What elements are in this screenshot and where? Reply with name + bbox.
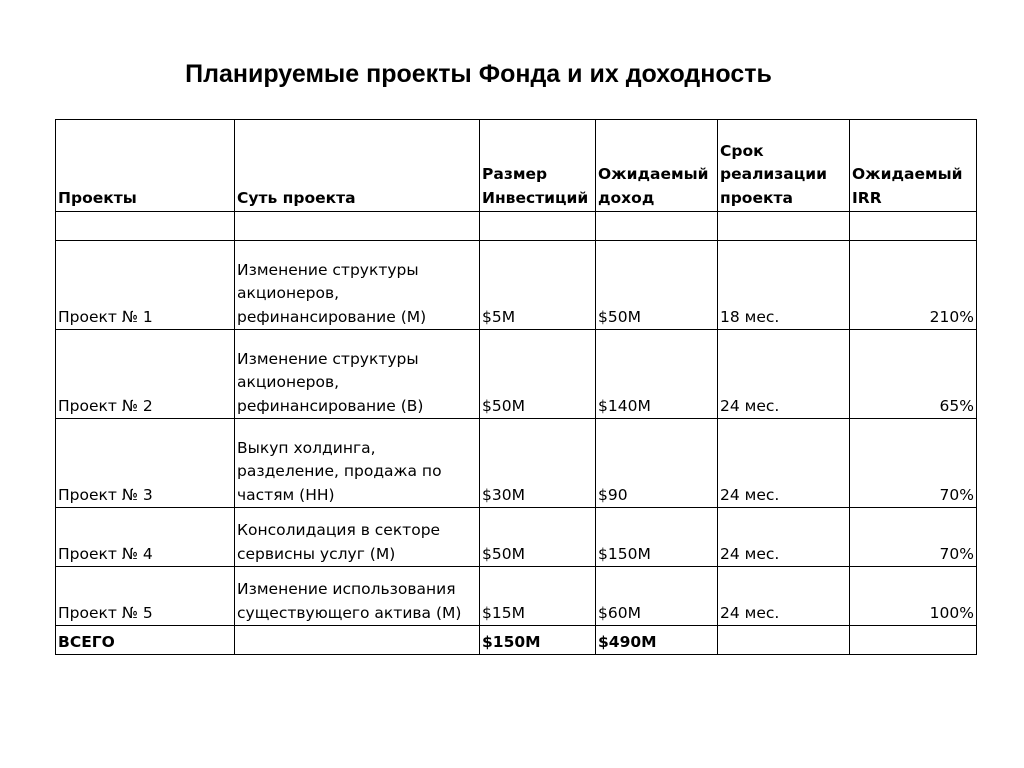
header-cell: Срок реализации проекта — [718, 120, 850, 212]
irr-cell: 70% — [850, 419, 977, 508]
term-cell: 24 мес. — [718, 567, 850, 626]
project-description-cell: Изменение структуры акционеров, рефинансирование (М) — [235, 241, 480, 330]
investment-cell: $50M — [480, 330, 596, 419]
header-cell: Ожидаемый IRR — [850, 120, 977, 212]
total-income-cell: $490M — [596, 626, 718, 655]
investment-cell: $5M — [480, 241, 596, 330]
total-label-cell: ВСЕГО — [56, 626, 235, 655]
table-cell — [56, 212, 235, 241]
table-total-row — [56, 626, 977, 655]
table-cell — [718, 626, 850, 655]
project-description-cell: Изменение использования существующего актива (М) — [235, 567, 480, 626]
project-name-cell: Проект № 4 — [56, 508, 235, 567]
table-cell — [480, 212, 596, 241]
term-cell: 18 мес. — [718, 241, 850, 330]
project-name-cell: Проект № 2 — [56, 330, 235, 419]
term-cell: 24 мес. — [718, 419, 850, 508]
term-cell: 24 мес. — [718, 330, 850, 419]
income-cell: $150M — [596, 508, 718, 567]
irr-cell: 70% — [850, 508, 977, 567]
table-cell — [718, 212, 850, 241]
header-cell: Размер Инвестиций — [480, 120, 596, 212]
table-cell — [235, 212, 480, 241]
table-cell — [596, 212, 718, 241]
investment-cell: $50M — [480, 508, 596, 567]
project-name-cell: Проект № 1 — [56, 241, 235, 330]
project-description-cell: Выкуп холдинга, разделение, продажа по частям (НН) — [235, 419, 480, 508]
investment-cell: $15M — [480, 567, 596, 626]
projects-table — [55, 119, 977, 655]
income-cell: $140M — [596, 330, 718, 419]
income-cell: $90 — [596, 419, 718, 508]
table-spacer-row — [56, 212, 977, 241]
total-investment-cell: $150M — [480, 626, 596, 655]
table-cell — [850, 212, 977, 241]
page-title: Планируемые проекты Фонда и их доходность — [185, 60, 772, 88]
table-row — [56, 508, 977, 567]
term-cell: 24 мес. — [718, 508, 850, 567]
table-row — [56, 567, 977, 626]
table-row — [56, 330, 977, 419]
project-name-cell: Проект № 3 — [56, 419, 235, 508]
project-name-cell: Проект № 5 — [56, 567, 235, 626]
irr-cell: 65% — [850, 330, 977, 419]
project-description-cell: Консолидация в секторе сервисны услуг (М) — [235, 508, 480, 567]
table-cell — [235, 626, 480, 655]
table-cell — [850, 626, 977, 655]
investment-cell: $30M — [480, 419, 596, 508]
irr-cell: 100% — [850, 567, 977, 626]
table-row — [56, 419, 977, 508]
income-cell: $50M — [596, 241, 718, 330]
project-description-cell: Изменение структуры акционеров, рефинансирование (В) — [235, 330, 480, 419]
header-cell: Ожидаемый доход — [596, 120, 718, 212]
table-row — [56, 241, 977, 330]
irr-cell: 210% — [850, 241, 977, 330]
income-cell: $60M — [596, 567, 718, 626]
header-cell: Проекты — [56, 120, 235, 212]
table-header-row — [56, 120, 977, 212]
header-cell: Суть проекта — [235, 120, 480, 212]
